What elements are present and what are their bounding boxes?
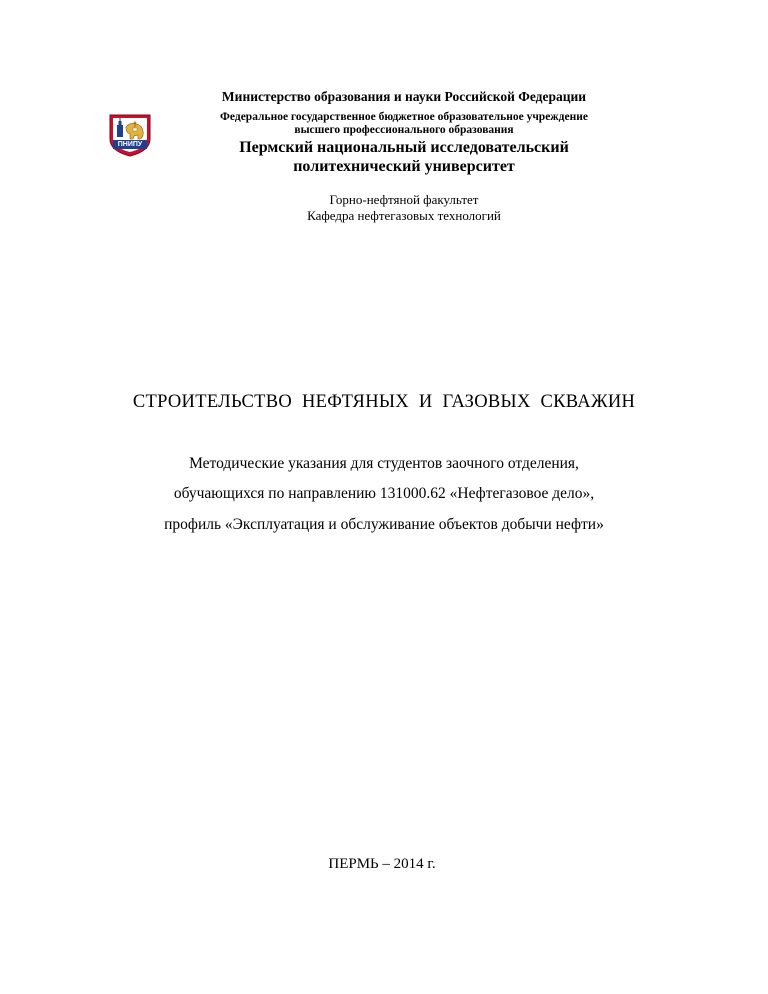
university-name-line2: политехнический университет (293, 158, 515, 175)
description-line2: обучающихся по направлению 131000.62 «Нефтегазовое дело», (173, 485, 595, 502)
department-name: Кафедра нефтегазовых технологий (307, 208, 501, 223)
description-line3: профиль «Эксплуатация и обслуживание объектов добычи нефти» (164, 516, 604, 533)
city-year: ПЕРМЬ – 2014 г. (328, 856, 436, 872)
faculty-name: Горно-нефтяной факультет (329, 192, 479, 207)
university-name-line1: Пермский национальный исследовательский (239, 139, 569, 156)
institution-type-line2: высшего профессионального образования (294, 124, 514, 136)
description-line1: Методические указания для студентов заочного отделения, (189, 455, 579, 472)
document-title: СТРОИТЕЛЬСТВО НЕФТЯНЫХ И ГАЗОВЫХ СКВАЖИН (132, 392, 636, 412)
institution-type-line1: Федеральное государственное бюджетное образовательное учреждение (220, 111, 588, 123)
emblem-text: ПНИПУ (117, 141, 143, 148)
ministry-name: Министерство образования и науки Российской Федерации (221, 89, 587, 104)
